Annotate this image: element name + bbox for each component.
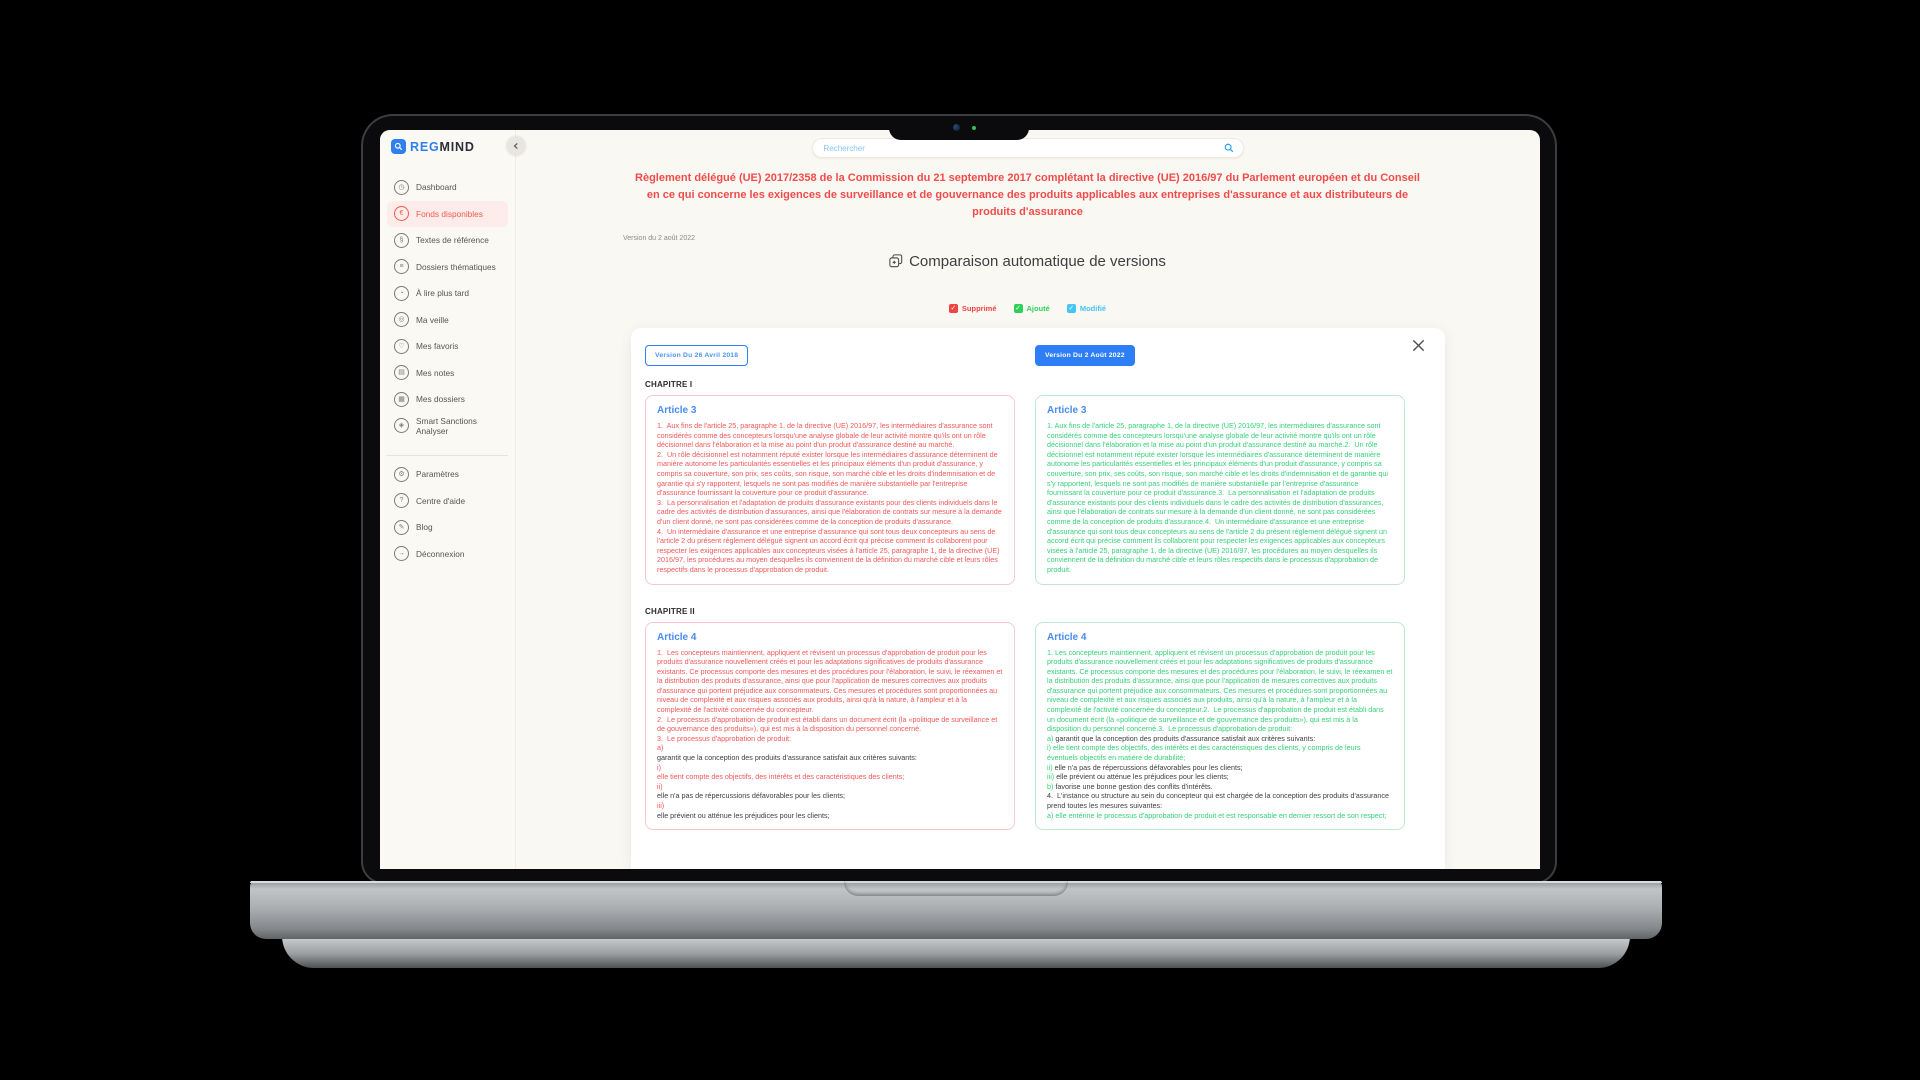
text-run-add: 1. Les concepteurs maintiennent, appliquent et révisent un processus d'approbation de produit pour les produits d'assurance nouvellement créés et pour les adaptations significatives de produits d'assurance existants. Ce processus comporte des mesures et des procédures pour l'élaboration, le suivi, le réexamen et la distribution des produits d'assurance, ainsi que pour l'application de mesures correctives aux produits d'assurance qui portent préjudice aux consommateurs. Ces mesures et procédures sont proportionnées au niveau de complexité et aux risques associés aux produits, ainsi qu'à la nature, à l'ampleur et à la complexité de l'activité concernée du concepteur.2. Le processus d'approbation de produit est établi dans un document écrit (la «politique de surveillance et de gouvernance des produits»), qui est mis à la disposition du personnel concerné.3. Le processus d'approbation de produit: — [1047, 647, 1395, 734]
thematic-folders-icon: ≡ — [394, 259, 409, 274]
checkbox-checked-icon — [1067, 304, 1076, 313]
camera-led — [972, 126, 976, 130]
paragraph — [1047, 743, 1393, 762]
favorites-icon: ♡ — [394, 339, 409, 354]
sidebar — [380, 130, 516, 869]
document-title: Règlement délégué (UE) 2017/2358 de la Commission du 21 septembre 2017 complétant la directive (UE) 2016/97 du Parlement européen et du Conseil en ce qui concerne les exigences de surveillance et de gouvernance des produits applicables aux entreprises d'assurance et aux distributeurs de produits d'assurance — [635, 172, 1420, 218]
legend-label: Modifié — [1079, 304, 1107, 313]
dashboard-icon: ◷ — [394, 180, 409, 195]
chevron-left-icon — [512, 142, 520, 150]
laptop-base — [250, 881, 1662, 939]
sidebar-item-mes-dossiers[interactable] — [387, 386, 508, 413]
paragraph — [657, 648, 1003, 715]
laptop-lid-scoop — [844, 881, 1068, 896]
search-input[interactable] — [822, 143, 1224, 154]
compare-versions-icon — [889, 254, 903, 268]
comparison-card — [631, 328, 1445, 869]
text-run-plain: elle prévient ou atténue les préjudices pour les clients; — [657, 810, 830, 820]
text-run-add: 1. Aux fins de l'article 25, paragraphe 1, de la directive (UE) 2016/97, les intermédiaires d'assurance sont considérés comme des concepteurs lorsqu'une analyse globale de leur activité montre qu'ils ont un rôle décisionnel dans l'élaboration et la mise au point d'un produit d'assurance destiné au marché.2. Un rôle décisionnel est notamment réputé exister lorsque les intermédiaires d'assurance déterminent de manière autonome les particularités essentielles et les principaux éléments d'un produit d'assurance, y compris sa couverture, son prix, ses coûts, son risque, son marché cible et les droits d'indemnisation et de garantie qui s'y rapportent, lesquels ne sont pas modifiés de manière substantielle par l'entreprise d'assurance fournissant la couverture pour ce produit d'assurance.3. La personnalisation et l'adaptation de produits d'assurance existants pour des clients individuels dans le cadre des activités de distribution d'assurances, ainsi que l'élaboration de contrats sur mesure à la demande d'un client donné, ne sont pas considérées comme de la conception de produits d'assurance.4. Un intermédiaire d'assurance et une entreprise d'assurance qui sont tous deux concepteurs au sens de l'article 2 du présent règlement délégué signent un accord écrit qui précise comment ils collaborent pour respecter les exigences applicables aux concepteurs visées à l'article 25, paragraphe 1, de la directive (UE) 2016/97, les procédures au moyen desquelles ils conviennent de la définition du marché cible et leurs rôles respectifs dans le processus d'approbation de produit. — [1047, 421, 1390, 574]
text-run-plain: elle n'a pas de répercussions défavorables pour les clients; — [1054, 762, 1243, 772]
text-run-plain: garantit que la conception des produits d'assurance satisfait aux critères suivants: — [1055, 733, 1316, 743]
notes-icon: ▤ — [394, 365, 409, 380]
text-run-plain: 4. L'instance ou structure au sein du concepteur qui est chargée de la conception des produits d'assurance prend toutes les mesures suivantes: — [1047, 791, 1391, 810]
sidebar-item-parametres[interactable] — [387, 461, 508, 488]
text-run-plain: garantit que la conception des produits d'assurance satisfait aux critères suivants: — [657, 753, 917, 763]
text-run-del: 3. La personnalisation et l'adaptation de produits d'assurance existants pour des clients individuels dans le cadre des activités de distribution d'assurances, ainsi que l'élaboration de contrats sur mesure à la demande d'un client donné, ne sont pas considérées comme de la conception de produits d'assurance. — [657, 497, 1004, 526]
sidebar-item-label: Textes de référence — [416, 235, 489, 246]
text-run-del: elle tient compte des objectifs, des intérêts et des caractéristiques des clients; — [657, 772, 905, 782]
sidebar-item-label: Blog — [416, 522, 433, 533]
paragraph — [1047, 734, 1393, 744]
sidebar-nav — [387, 174, 508, 439]
sidebar-item-label: Ma veille — [416, 314, 449, 325]
paragraph — [657, 801, 1003, 811]
new-version-button[interactable]: Version Du 2 Août 2022 — [1035, 345, 1135, 366]
article-box-old — [645, 395, 1015, 585]
paragraph — [657, 743, 1003, 753]
logout-icon: → — [394, 546, 409, 561]
text-run-plain: elle prévient ou atténue les préjudices pour les clients; — [1056, 772, 1229, 782]
article-title: Article 4 — [1047, 631, 1087, 643]
logo-magnifier-icon — [391, 139, 406, 154]
text-run-add: b) — [1047, 781, 1056, 791]
paragraph — [657, 782, 1003, 792]
paragraph — [657, 763, 1003, 773]
text-run-del: 2. Un rôle décisionnel est notamment réputé exister lorsque les intermédiaires d'assurance déterminent de manière autonome les particularités essentielles et les principaux éléments d'un produit d'assurance, y compris sa couverture, son prix, ses coûts, son risque, son marché cible et les droits d'indemnisation et de garantie qui s'y rapportent, lesquels ne sont pas modifiés de manière substantielle par l'entreprise d'assurance fournissant la couverture pour ce produit d'assurance. — [657, 449, 1000, 498]
sidebar-item-dashboard[interactable] — [387, 174, 508, 201]
logo — [380, 130, 515, 154]
sidebar-item-fonds-disponibles[interactable] — [387, 201, 508, 228]
settings-icon: ⚙ — [394, 467, 409, 482]
sidebar-item-label: Centre d'aide — [416, 495, 466, 506]
text-run-add: a) — [1047, 733, 1056, 743]
paragraph — [657, 450, 1003, 498]
sidebar-item-ma-veille[interactable] — [387, 307, 508, 334]
regmind-app — [380, 130, 1540, 869]
paragraph — [657, 527, 1003, 575]
old-version-button[interactable]: Version Du 26 Avril 2018 — [645, 345, 748, 366]
paragraph — [1047, 772, 1393, 782]
paragraph — [657, 715, 1003, 734]
folders-icon: ▦ — [394, 392, 409, 407]
text-run-del: 2. Le processus d'approbation de produit est établi dans un document écrit (la «politique de surveillance et de gouvernance des produits»), qui est mis à la disposition du personnel concerné. — [657, 714, 1000, 734]
reference-texts-icon: § — [394, 233, 409, 248]
legend-label: Ajouté — [1026, 304, 1050, 313]
legend-supprime[interactable] — [949, 304, 997, 313]
text-run-plain: elle n'a pas de répercussions défavorables pour les clients; — [657, 791, 845, 801]
laptop-display — [380, 130, 1540, 869]
text-run-plain: favorise une bonne gestion des conflits d'intérêts. — [1055, 781, 1213, 791]
sidebar-item-label: Paramètres — [416, 469, 459, 480]
sidebar-item-a-lire-plus-tard[interactable] — [387, 280, 508, 307]
paragraph — [1047, 791, 1393, 810]
sidebar-item-textes-de-reference[interactable] — [387, 227, 508, 254]
blog-icon: ✎ — [394, 520, 409, 535]
sidebar-item-label: Mes notes — [416, 367, 455, 378]
text-run-del: 4. Un intermédiaire d'assurance et une entreprise d'assurance qui sont tous deux concepteurs au sens de l'article 2 du présent règlement délégué signent un accord écrit qui précise comment ils collaborent pour respecter les exigences applicables aux concepteurs visées à l'article 25, paragraphe 1, de la directive (UE) 2016/97, les procédures au moyen desquelles ils conviennent de la définition du marché cible et leurs rôles respectifs dans le processus d'approbation de produit. — [657, 526, 1002, 574]
close-comparison-button[interactable] — [1409, 336, 1427, 354]
sidebar-item-label: Dashboard — [416, 182, 457, 193]
sidebar-item-label: Déconnexion — [416, 548, 465, 559]
sidebar-item-label: Mes dossiers — [416, 394, 465, 405]
checkbox-checked-icon — [1014, 304, 1023, 313]
sidebar-item-label: Mes favoris — [416, 341, 459, 352]
sidebar-item-label: À lire plus tard — [416, 288, 470, 299]
legend-modifie[interactable] — [1067, 304, 1106, 313]
sidebar-item-blog[interactable] — [387, 514, 508, 541]
paragraph — [1047, 763, 1393, 773]
paragraph — [657, 498, 1003, 527]
watch-icon: ◎ — [394, 312, 409, 327]
main-content — [515, 130, 1540, 869]
article-title: Article 4 — [657, 631, 697, 643]
text-run-del: a) — [657, 743, 664, 753]
paragraph — [657, 753, 1003, 763]
paragraph — [657, 772, 1003, 782]
text-run-del: ii) — [657, 781, 663, 791]
article-title: Article 3 — [657, 405, 697, 416]
legend-label: Supprimé — [961, 304, 997, 313]
sidebar-item-deconnexion[interactable] — [387, 541, 508, 568]
article-box-new — [1035, 395, 1405, 585]
sidebar-divider — [387, 455, 508, 456]
section-columns — [645, 622, 1405, 831]
paragraph — [657, 421, 1003, 450]
camera-icon — [953, 124, 960, 131]
section-columns — [645, 395, 1405, 585]
comparison-heading: Comparaison automatique de versions — [515, 253, 1540, 270]
laptop-bottom — [282, 936, 1630, 968]
article-title: Article 3 — [1047, 405, 1087, 416]
chapter-label: CHAPITRE II — [645, 606, 695, 616]
comparison-legend — [515, 304, 1540, 313]
sidebar-collapse-button[interactable] — [507, 137, 525, 155]
text-run-del: i) — [657, 762, 661, 772]
comparison-section — [645, 380, 1405, 585]
logo-text: REGMIND — [410, 139, 475, 154]
legend-ajoute[interactable] — [1014, 304, 1050, 313]
text-run-add: ii) — [1047, 762, 1055, 772]
search-icon[interactable] — [1224, 143, 1234, 153]
help-icon: ? — [394, 493, 409, 508]
article-box-old — [645, 622, 1015, 831]
search-bar — [812, 138, 1244, 158]
article-box-new — [1035, 622, 1405, 831]
text-run-del: 1. Les concepteurs maintiennent, appliquent et révisent un processus d'approbation de produit pour les produits d'assurance nouvellement créés et pour les adaptations significatives de produits d'assurance existants. Ce processus comporte des mesures et des procédures pour l'élaboration, le suivi, le réexamen et la distribution des produits d'assurance, ainsi que pour l'application de mesures correctives aux produits d'assurance qui portent préjudice aux consommateurs. Ces mesures et procédures sont proportionnées au niveau de complexité et aux risques associés aux produits, ainsi qu'à la nature, à l'ampleur et à la complexité de l'activité concernée du concepteur. — [657, 647, 1005, 715]
sidebar-item-label: Fonds disponibles — [416, 208, 483, 219]
funds-icon: € — [394, 206, 409, 221]
sidebar-item-centre-d-aide[interactable] — [387, 488, 508, 515]
paragraph — [657, 734, 1003, 744]
paragraph — [1047, 811, 1393, 821]
close-icon — [1411, 338, 1426, 353]
text-run-del: 3. Le processus d'approbation de produit: — [657, 733, 792, 743]
text-run-add: i) elle tient compte des objectifs, des intérêts et des caractéristiques des clients, y compris de leurs éventuels objectifs en matière de durabilité; — [1047, 743, 1363, 763]
comparison-sections — [645, 380, 1405, 830]
text-run-del: 1. Aux fins de l'article 25, paragraphe 1, de la directive (UE) 2016/97, les intermédiaires d'assurance sont considérés comme des concepteurs lorsqu'une analyse globale de leur activité montre qu'ils ont un rôle décisionnel dans l'élaboration et la mise au point d'un produit d'assurance destiné au marché. — [657, 421, 995, 450]
sidebar-item-mes-notes[interactable] — [387, 360, 508, 387]
paragraph — [1047, 782, 1393, 792]
chapter-label: CHAPITRE I — [645, 380, 693, 389]
laptop-notch — [889, 116, 1029, 140]
text-run-add: iii) — [1047, 772, 1057, 782]
sidebar-item-mes-favoris[interactable] — [387, 333, 508, 360]
sidebar-item-smart-sanctions-analyser[interactable] — [387, 413, 508, 440]
text-run-del: iii) — [657, 801, 665, 810]
sidebar-item-dossiers-thematiques[interactable] — [387, 254, 508, 281]
smart-sanctions-icon: ◈ — [394, 418, 409, 433]
text-run-add: a) elle entérine le processus d'approbation de produit et est responsable en dernier ressort de son respect; — [1047, 810, 1387, 820]
sidebar-item-label: Smart Sanctions Analyser — [416, 415, 477, 436]
comparison-section — [645, 607, 1405, 831]
checkbox-checked-icon — [949, 304, 958, 313]
read-later-icon: ◔ — [394, 286, 409, 301]
paragraph — [657, 811, 1003, 821]
paragraph — [1047, 421, 1393, 575]
sidebar-footer-nav — [387, 461, 508, 567]
paragraph — [657, 791, 1003, 801]
sidebar-item-label: Dossiers thématiques — [416, 261, 496, 272]
version-label: Version du 2 août 2022 — [623, 235, 696, 242]
paragraph — [1047, 648, 1393, 734]
